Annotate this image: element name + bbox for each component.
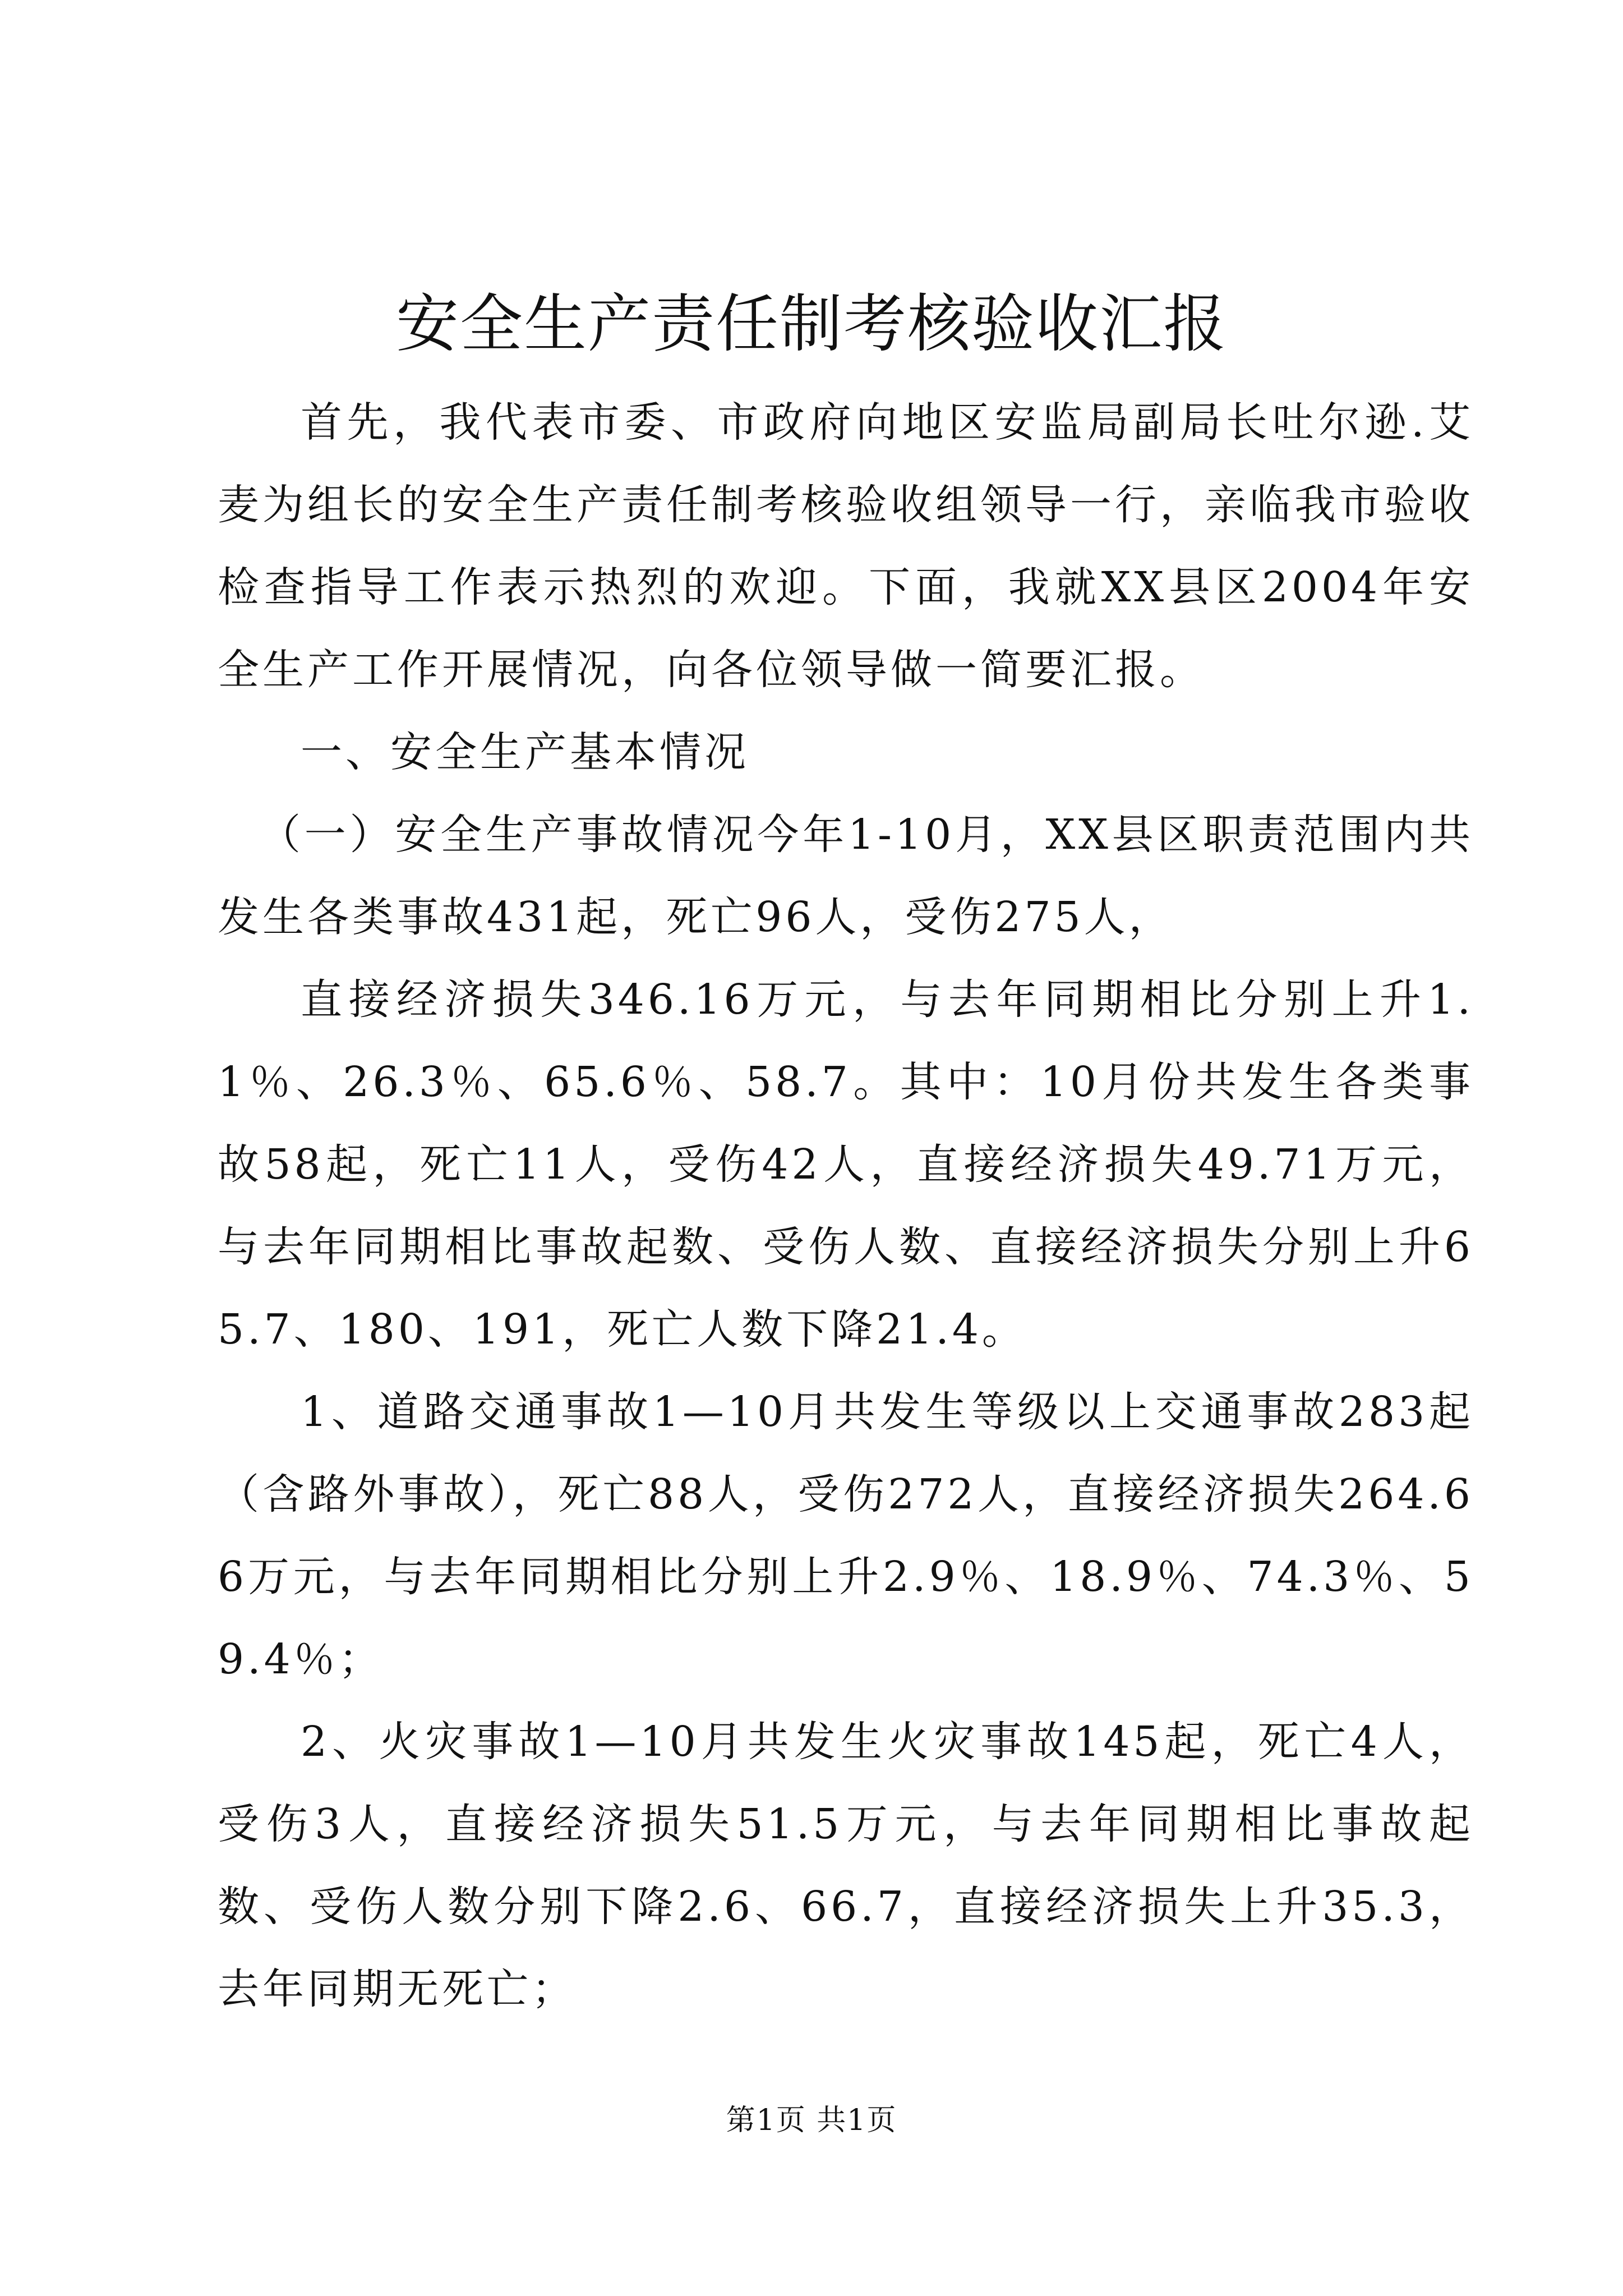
paragraph-intro: 首先，我代表市委、市政府向地区安监局副局长吐尔逊.艾麦为组长的安全生产责任制考核验收组领导一行，亲临我市验收检查指导工作表示热烈的欢迎。下面，我就XX县区2004年安全生产工作开展情况，向各位领导做一简要汇报。 xyxy=(218,398,1474,694)
document-body xyxy=(218,381,1474,2031)
paragraph-accident-summary: （一）安全生产事故情况今年1-10月，XX县区职责范围内共发生各类事故431起，死亡96人，受伤275人， xyxy=(218,811,1474,941)
page-indicator: 第1页 共1页 xyxy=(726,2104,897,2137)
paragraph-economic-loss: 直接经济损失346.16万元，与去年同期相比分别上升1.1％、26.3％、65.6％、58.7。其中：10月份共发生各类事故58起，死亡11人，受伤42人，直接经济损失49.71万元，与去年同期相比事故起数、受伤人数、直接经济损失分别上升65.7、180、191，死亡人数下降21.4。 xyxy=(218,976,1474,1354)
section-heading-basic-situation: 一、安全生产基本情况 xyxy=(301,728,749,776)
paragraph-traffic-accidents: 1、道路交通事故1—10月共发生等级以上交通事故283起（含路外事故），死亡88人，受伤272人，直接经济损失264.66万元，与去年同期相比分别上升2.9％、18.9％、74.3％、59.4％； xyxy=(218,1388,1474,1683)
document-title: 安全生产责任制考核验收汇报 xyxy=(396,288,1227,361)
paragraph-fire-accidents: 2、火灾事故1—10月共发生火灾事故145起，死亡4人，受伤3人，直接经济损失51.5万元，与去年同期相比事故起数、受伤人数分别下降2.6、66.7，直接经济损失上升35.3，去年同期无死亡； xyxy=(218,1718,1474,2013)
